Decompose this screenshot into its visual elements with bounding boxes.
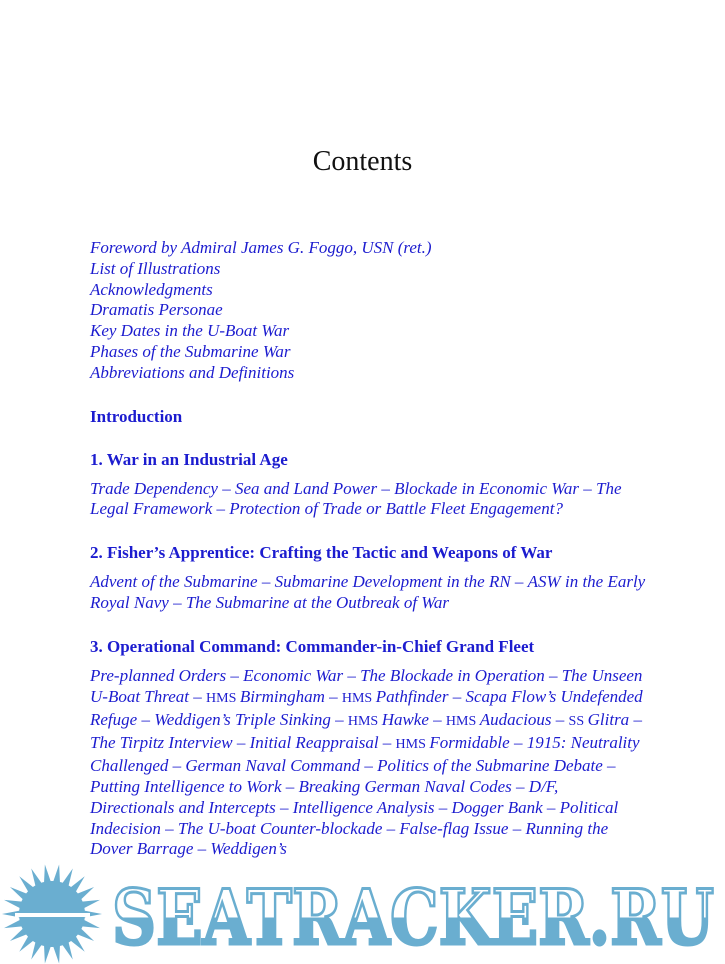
section-title: Glitra — [587, 710, 630, 730]
separator: – — [448, 687, 466, 707]
toc-section-link[interactable] — [452, 798, 543, 817]
section-title: Formidable — [429, 732, 510, 752]
separator: – — [217, 478, 235, 498]
section-title: The Submarine at the Outbreak of War — [185, 593, 450, 613]
toc-section-link[interactable] — [293, 798, 435, 817]
separator: – — [509, 732, 527, 752]
toc-link-phases[interactable]: Phases of the Submarine War — [90, 341, 291, 361]
section-title: Scapa Flow’s Undefended Refuge — [90, 687, 643, 730]
section-title: Protection of Trade or Battle Fleet Engagement? — [229, 499, 563, 519]
toc-section-link[interactable] — [210, 839, 287, 858]
toc-link-introduction[interactable]: Introduction — [90, 406, 183, 426]
section-title: The U-boat Counter-blockade — [177, 818, 383, 838]
chapter-heading-1[interactable]: 1. War in an Industrial Age — [90, 449, 288, 469]
watermark-text: SEATRACKER.RU — [112, 873, 714, 963]
separator: – — [189, 687, 207, 707]
separator: – — [343, 666, 361, 686]
section-title: 1915: Neutrality Challenged — [90, 732, 640, 775]
toc-link-illustrations[interactable]: List of Illustrations — [90, 258, 221, 278]
separator: – — [382, 818, 400, 838]
separator: – — [434, 797, 452, 817]
section-title: Initial Reappraisal — [249, 732, 379, 752]
separator: – — [511, 776, 529, 796]
section-title: Pathfinder — [375, 687, 449, 707]
ship-prefix: HMS — [341, 691, 376, 707]
ship-prefix: HMS — [395, 736, 430, 752]
watermark-logo — [0, 864, 725, 964]
toc-section-link[interactable] — [178, 819, 383, 838]
section-title: Economic War — [243, 666, 344, 686]
toc-section-link[interactable] — [90, 733, 233, 752]
toc-link-dramatis-personae[interactable]: Dramatis Personae — [90, 300, 223, 320]
toc-section-link[interactable] — [299, 777, 512, 796]
separator: – — [281, 776, 299, 796]
toc-section-link[interactable] — [90, 666, 226, 685]
section-title: Political Indecision — [90, 797, 619, 838]
toc-section-link[interactable] — [377, 756, 603, 775]
section-title: Running the Dover Barrage — [90, 818, 609, 859]
page-title: Contents — [312, 146, 413, 177]
toc-section-link[interactable] — [394, 479, 579, 498]
section-title: Trade Dependency — [90, 478, 218, 498]
toc-section-link[interactable] — [186, 593, 449, 612]
separator: – — [629, 710, 642, 730]
toc-section-link[interactable] — [250, 733, 379, 752]
toc-section-link[interactable] — [235, 479, 377, 498]
toc-section-link[interactable] — [206, 687, 325, 706]
ship-prefix: HMS — [206, 691, 240, 707]
section-title: Pre-planned Orders — [90, 666, 227, 686]
separator: – — [378, 732, 396, 752]
toc-section-link[interactable] — [446, 710, 552, 729]
separator: – — [257, 572, 275, 592]
toc-section-link[interactable] — [396, 733, 510, 752]
toc-section-link[interactable] — [90, 479, 218, 498]
section-title: Advent of the Submarine — [90, 572, 258, 592]
separator: – — [226, 666, 244, 686]
section-title: The Tirpitz Interview — [90, 732, 233, 752]
toc-section-link[interactable] — [90, 572, 258, 591]
section-title: Hawke — [381, 710, 429, 730]
section-title: Politics of the Submarine Debate — [377, 755, 603, 775]
section-title: False-flag Issue — [399, 818, 509, 838]
section-title: Audacious — [479, 710, 552, 730]
ship-prefix: HMS — [445, 714, 480, 730]
section-title: The Blockade in Operation — [360, 666, 545, 686]
separator: – — [232, 732, 250, 752]
chapter-sections — [90, 479, 646, 521]
section-title: Weddigen’s Triple Sinking — [154, 710, 331, 730]
front-matter-list — [90, 238, 725, 384]
toc-section-link[interactable] — [569, 710, 630, 729]
separator: – — [602, 755, 616, 775]
section-title: Weddigen’s — [210, 839, 287, 859]
toc-section-link[interactable] — [229, 499, 563, 518]
toc-link-acknowledgments[interactable]: Acknowledgments — [90, 279, 213, 299]
toc-link-foreword[interactable]: Foreword by Admiral James G. Foggo, USN (ret.) — [90, 238, 432, 257]
chapter-heading-2[interactable]: 2. Fisher’s Apprentice: Crafting the Tactic and Weapons of War — [90, 543, 553, 563]
sun-icon — [2, 865, 102, 964]
toc-link-abbreviations[interactable]: Abbreviations and Definitions — [90, 362, 295, 382]
section-title: The Legal Framework — [90, 478, 622, 519]
separator: – — [360, 755, 378, 775]
chapter-sections — [90, 666, 646, 860]
ship-prefix: SS — [568, 714, 588, 730]
chapter-sections — [90, 572, 646, 614]
separator: – — [579, 478, 596, 498]
ship-prefix: HMS — [347, 714, 382, 730]
toc-section-link[interactable] — [399, 819, 508, 838]
separator: – — [324, 687, 342, 707]
separator: – — [428, 710, 446, 730]
separator: – — [544, 666, 562, 686]
separator: – — [330, 710, 348, 730]
separator: – — [193, 839, 211, 859]
toc-section-link[interactable] — [342, 687, 449, 706]
section-title: Breaking German Naval Codes — [298, 776, 512, 796]
section-title: Birmingham — [239, 687, 325, 707]
separator: – — [168, 593, 186, 613]
separator: – — [508, 818, 526, 838]
section-title: Intelligence Analysis — [292, 797, 435, 817]
separator: – — [160, 818, 178, 838]
toc-section-link[interactable] — [360, 666, 545, 685]
section-title: Blockade in Economic War — [394, 478, 579, 498]
section-title: ASW in the Early Royal Navy — [90, 572, 646, 613]
toc-section-link[interactable] — [185, 756, 360, 775]
separator: – — [137, 710, 155, 730]
separator: – — [275, 797, 293, 817]
toc-section-link[interactable] — [275, 572, 511, 591]
section-title: Submarine Development in the RN — [274, 572, 511, 592]
separator: – — [510, 572, 528, 592]
section-title: Putting Intelligence to Work — [90, 776, 282, 796]
separator: – — [542, 797, 560, 817]
separator: – — [377, 478, 395, 498]
toc-link-key-dates[interactable]: Key Dates in the U-Boat War — [90, 321, 290, 341]
separator: – — [551, 710, 569, 730]
section-title: German Naval Command — [185, 755, 361, 775]
section-title: Sea and Land Power — [234, 478, 378, 498]
toc-section-link[interactable] — [154, 710, 331, 729]
chapter-heading-3[interactable]: 3. Operational Command: Commander-in-Chief Grand Fleet — [90, 637, 535, 657]
toc-section-link[interactable] — [243, 666, 343, 685]
toc-section-link[interactable] — [90, 777, 282, 796]
section-title: The Unseen U-Boat Threat — [90, 666, 643, 707]
toc-section-link[interactable] — [348, 710, 429, 729]
separator: – — [212, 499, 230, 519]
section-title: Dogger Bank — [451, 797, 543, 817]
separator: – — [168, 755, 186, 775]
section-title: D/F, Directionals and Intercepts — [90, 776, 559, 817]
